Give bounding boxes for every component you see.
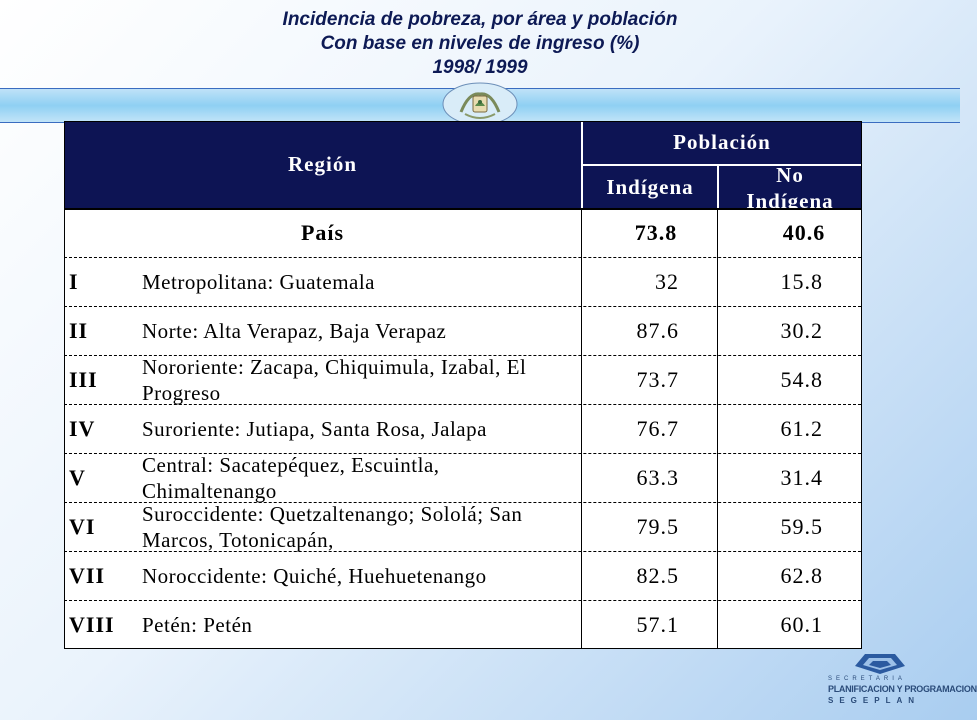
- pais-indigena: [583, 208, 723, 257]
- poverty-table: [64, 121, 861, 649]
- region-row-name: Metropolitana: Guatemala: [142, 269, 376, 294]
- region-row-indigena: 32: [655, 268, 679, 294]
- pais-no-indigena: [719, 208, 875, 257]
- region-row-number: VIII: [69, 611, 115, 637]
- region-row-name: Norte: Alta Verapaz, Baja Verapaz: [142, 318, 447, 343]
- pais-label: [64, 208, 581, 257]
- region-row-number: VII: [69, 562, 106, 588]
- header-no-indigena: [719, 163, 861, 213]
- region-row-number: V: [69, 464, 86, 490]
- segeplan-logo-text: [828, 676, 977, 706]
- region-row-indigena: 57.1: [636, 611, 679, 637]
- region-row-name: Suroccidente: Quetzaltenango; Sololá; San Marcos, Totonicapán,: [142, 501, 523, 552]
- pais-label-text: País: [300, 219, 345, 245]
- region-row-name: Petén: Petén: [142, 612, 253, 637]
- header-poblacion-label: Población: [673, 130, 771, 154]
- region-row-no-indigena: 61.2: [780, 415, 823, 441]
- header-indigena-label: Indígena: [606, 174, 694, 199]
- title-line-2: Con base en niveles de ingreso (%): [320, 33, 640, 54]
- region-row-number: VI: [69, 513, 96, 539]
- region-row-number: II: [69, 317, 89, 343]
- region-row-number: III: [69, 366, 98, 392]
- header-region: [64, 121, 581, 208]
- header-region-label: Región: [288, 152, 357, 176]
- region-row-name: Noroccidente: Quiché, Huehuetenango: [142, 563, 487, 588]
- region-row-indigena: 87.6: [636, 317, 679, 343]
- region-row-indigena: 63.3: [636, 464, 679, 490]
- slide-title: [0, 8, 960, 80]
- region-row-indigena: 79.5: [636, 513, 679, 539]
- region-row-no-indigena: 59.5: [780, 513, 823, 539]
- logo-bottom-text: SEGEPLAN: [828, 696, 921, 705]
- region-row-indigena: 73.7: [636, 366, 679, 392]
- title-line-1: Incidencia de pobreza, por área y población: [282, 9, 678, 30]
- region-row-number: I: [69, 268, 79, 294]
- pais-indigena-value: 73.8: [634, 219, 678, 245]
- region-row-number: IV: [69, 415, 96, 441]
- region-row-no-indigena: 31.4: [780, 464, 823, 490]
- coat-of-arms-icon: [441, 82, 519, 126]
- region-row-no-indigena: 62.8: [780, 562, 823, 588]
- logo-middle-text: PLANIFICACION Y PROGRAMACION: [828, 684, 977, 694]
- region-row-name: Nororiente: Zacapa, Chiquimula, Izabal, El Progreso: [142, 354, 527, 405]
- pais-no-indigena-value: 40.6: [782, 219, 826, 245]
- region-row-indigena: 76.7: [636, 415, 679, 441]
- region-row-no-indigena: 60.1: [780, 611, 823, 637]
- title-line-3: 1998/ 1999: [432, 57, 528, 78]
- region-row-no-indigena: 30.2: [780, 317, 823, 343]
- region-row-no-indigena: 15.8: [780, 268, 823, 294]
- header-no-indigena-label: No Indígena: [746, 163, 834, 213]
- logo-top-text: SECRETARIA: [828, 676, 906, 682]
- region-row-name: Central: Sacatepéquez, Escuintla, Chimaltenango: [142, 452, 440, 503]
- header-indigena: [583, 166, 717, 208]
- region-row-no-indigena: 54.8: [780, 366, 823, 392]
- header-poblacion: [583, 121, 861, 164]
- region-row-indigena: 82.5: [636, 562, 679, 588]
- region-row-name: Suroriente: Jutiapa, Santa Rosa, Jalapa: [142, 416, 487, 441]
